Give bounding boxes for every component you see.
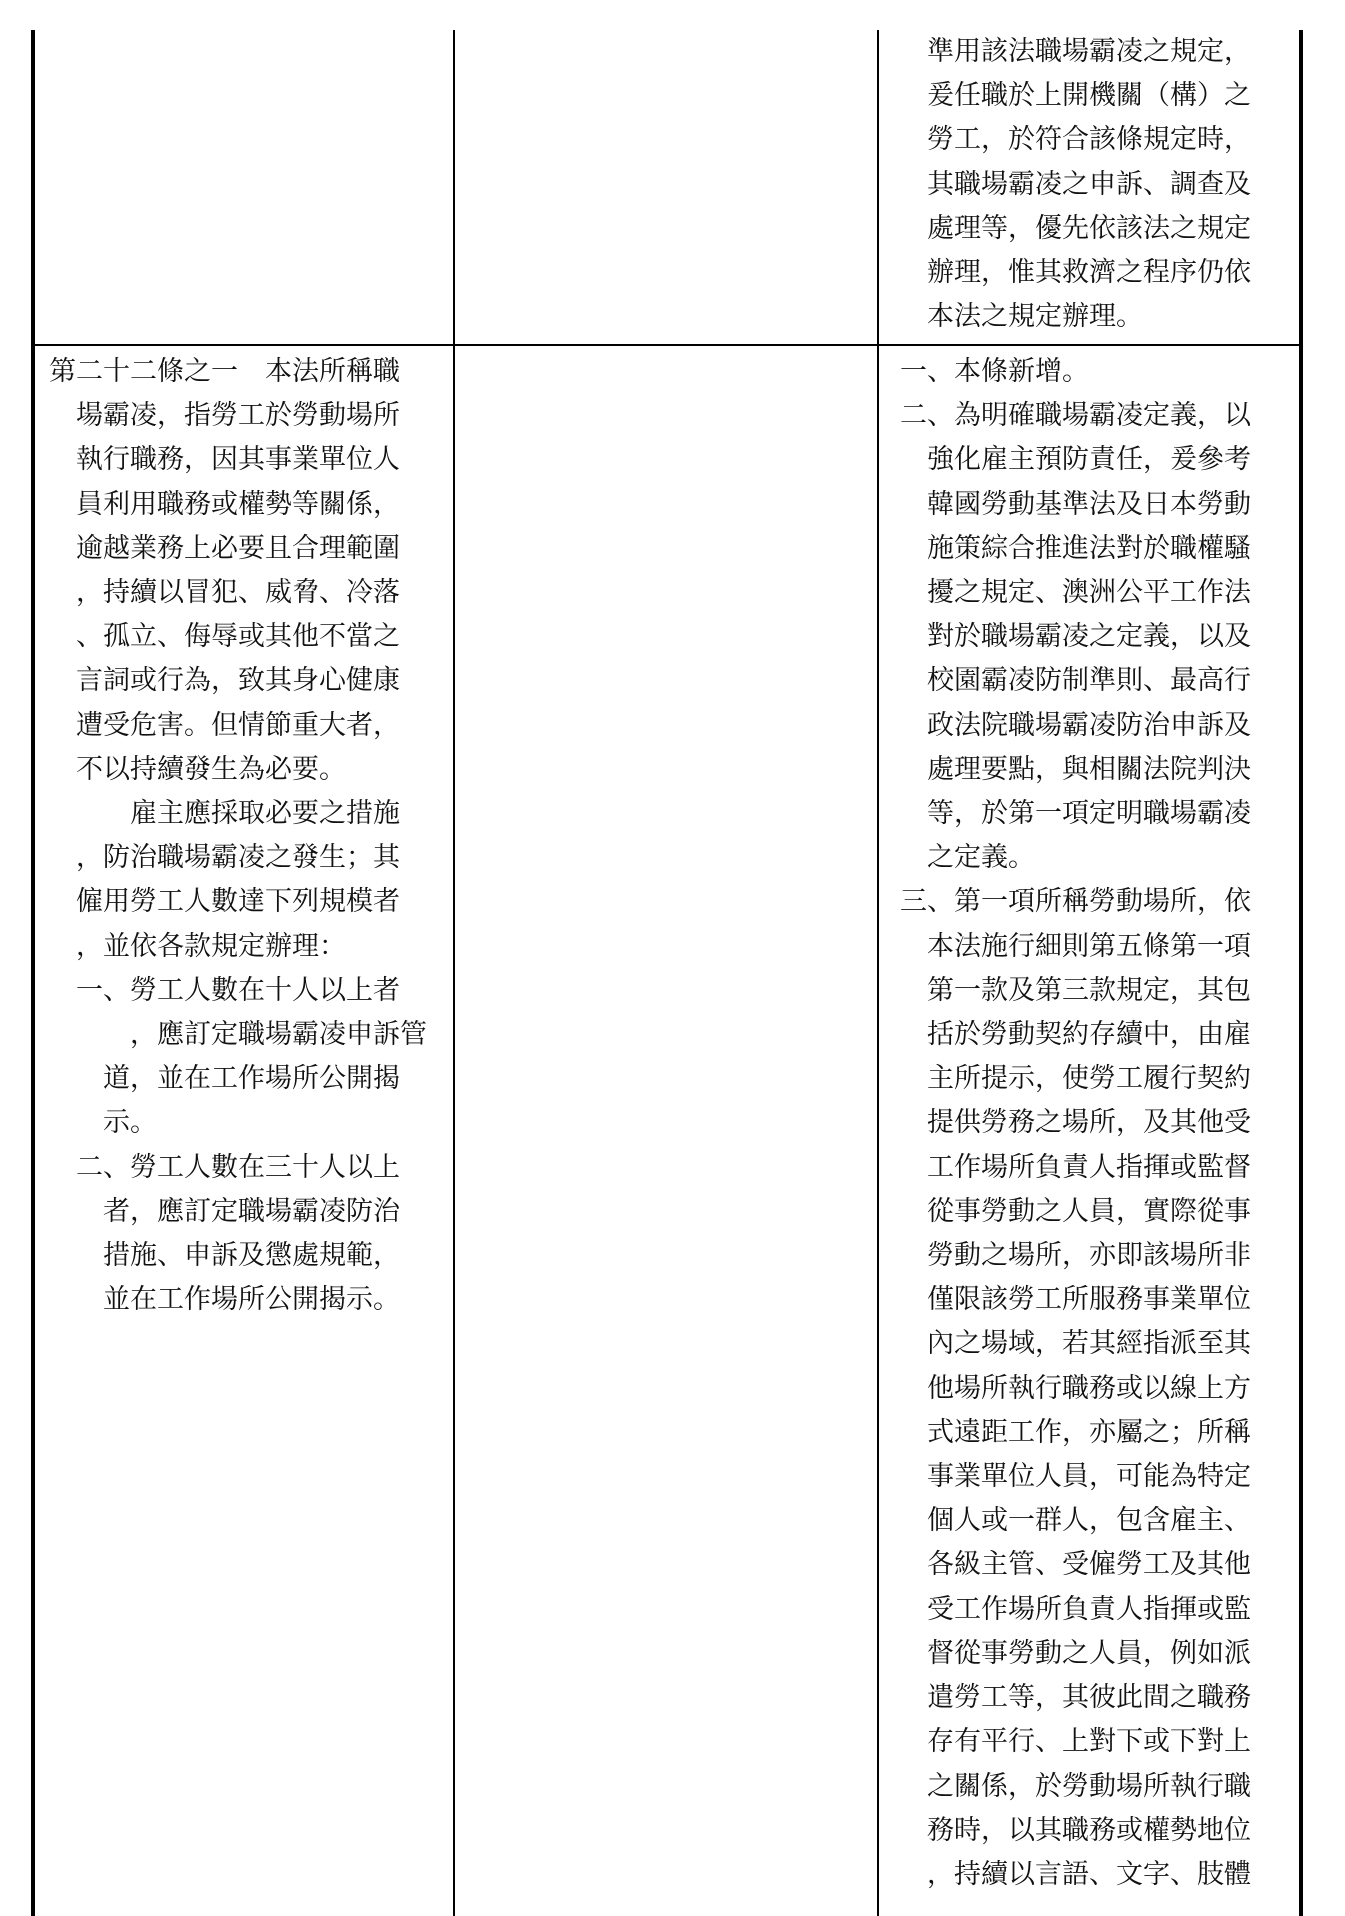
text-line: 三、第一項所稱勞動場所，依 (900, 886, 1251, 918)
text-line: 示。 (103, 1107, 157, 1139)
text-line: 第二十二條之一 本法所稱職 (49, 356, 400, 387)
text-line: 施策綜合推進法對於職權騷 (927, 532, 1251, 564)
text-line: 對於職場霸凌之定義，以及 (927, 621, 1251, 653)
text-line: 一、勞工人數在十人以上者 (76, 974, 400, 1006)
text-line: 處理等，優先依該法之規定 (927, 212, 1251, 244)
text-line: 僅限該勞工所服務事業單位 (927, 1284, 1251, 1316)
row-divider (31, 344, 1303, 346)
text-line: 遣勞工等，其彼此間之職務 (927, 1682, 1251, 1714)
article-text-cell (49, 350, 427, 1322)
text-line: 僱用勞工人數達下列規模者 (76, 886, 400, 918)
explanation-cell (900, 350, 1251, 1897)
text-line: 本法之規定辦理。 (927, 301, 1143, 333)
text-line: 勞工，於符合該條規定時， (927, 124, 1251, 156)
text-line: 、孤立、侮辱或其他不當之 (76, 621, 400, 653)
text-line: 其職場霸凌之申訴、調查及 (927, 168, 1251, 200)
table-border-right (1299, 30, 1303, 1916)
text-line: 各級主管、受僱勞工及其他 (927, 1549, 1251, 1581)
text-line: ，並依各款規定辦理： (76, 930, 346, 962)
text-line: 不以持續發生為必要。 (76, 753, 346, 785)
text-line: 者，應訂定職場霸凌防治 (103, 1195, 400, 1227)
text-line: 式遠距工作，亦屬之；所稱 (927, 1416, 1251, 1448)
text-line: 二、勞工人數在三十人以上 (76, 1151, 400, 1183)
text-line: 言詞或行為，致其身心健康 (76, 665, 400, 697)
text-line: 務時，以其職務或權勢地位 (927, 1814, 1251, 1846)
text-line: 之關係，於勞動場所執行職 (927, 1770, 1251, 1802)
text-line: 校園霸凌防制準則、最高行 (927, 665, 1251, 697)
text-line: 督從事勞動之人員，例如派 (927, 1637, 1251, 1669)
text-line: 二、為明確職場霸凌定義，以 (900, 400, 1251, 432)
text-line: 受工作場所負責人指揮或監 (927, 1593, 1251, 1625)
text-line: 準用該法職場霸凌之規定， (927, 36, 1251, 67)
column-divider-2 (877, 30, 879, 1916)
text-line: 括於勞動契約存續中，由雇 (927, 1019, 1251, 1051)
text-line: 提供勞務之場所，及其他受 (927, 1107, 1251, 1139)
text-line: 政法院職場霸凌防治申訴及 (927, 709, 1251, 741)
text-line: 存有平行、上對下或下對上 (927, 1726, 1251, 1758)
text-line: ，防治職場霸凌之發生；其 (76, 842, 400, 874)
text-line: 並在工作場所公開揭示。 (103, 1284, 400, 1316)
text-line: 處理要點，與相關法院判決 (927, 753, 1251, 785)
text-line: 道，並在工作場所公開揭 (103, 1063, 400, 1095)
text-line: 措施、申訴及懲處規範， (103, 1240, 400, 1272)
text-line: 個人或一群人，包含雇主、 (927, 1505, 1251, 1537)
text-line: 遭受危害。但情節重大者， (76, 709, 400, 741)
text-line: 擾之規定、澳洲公平工作法 (927, 577, 1251, 609)
text-line: 場霸凌，指勞工於勞動場所 (76, 400, 400, 432)
column-divider-1 (453, 30, 455, 1916)
explanation-cell-top (927, 30, 1251, 339)
text-line: 爰任職於上開機關（構）之 (927, 80, 1251, 112)
text-line: 韓國勞動基準法及日本勞動 (927, 488, 1251, 520)
text-line: 事業單位人員，可能為特定 (927, 1461, 1251, 1493)
text-line: 內之場域，若其經指派至其 (927, 1328, 1251, 1360)
text-line: 等，於第一項定明職場霸凌 (927, 798, 1251, 830)
text-line: ，持續以言語、文字、肢體 (927, 1858, 1251, 1890)
text-line: ，應訂定職場霸凌申訴管 (130, 1019, 427, 1051)
text-line: ，持續以冒犯、威脅、冷落 (76, 577, 400, 609)
text-line: 主所提示，使勞工履行契約 (927, 1063, 1251, 1095)
table-border-left (31, 30, 35, 1916)
text-line: 辦理，惟其救濟之程序仍依 (927, 257, 1251, 289)
text-line: 工作場所負責人指揮或監督 (927, 1151, 1251, 1183)
text-line: 從事勞動之人員，實際從事 (927, 1195, 1251, 1227)
text-line: 之定義。 (927, 842, 1035, 874)
text-line: 他場所執行職務或以線上方 (927, 1372, 1251, 1404)
text-line: 強化雇主預防責任，爰參考 (927, 444, 1251, 476)
text-line: 執行職務，因其事業單位人 (76, 444, 400, 476)
text-line: 勞動之場所，亦即該場所非 (927, 1240, 1251, 1272)
text-line: 第一款及第三款規定，其包 (927, 974, 1251, 1006)
text-line: 員利用職務或權勢等關係， (76, 488, 400, 520)
text-line: 雇主應採取必要之措施 (130, 798, 400, 830)
text-line: 一、本條新增。 (900, 356, 1089, 387)
text-line: 本法施行細則第五條第一項 (927, 930, 1251, 962)
text-line: 逾越業務上必要且合理範圍 (76, 532, 400, 564)
